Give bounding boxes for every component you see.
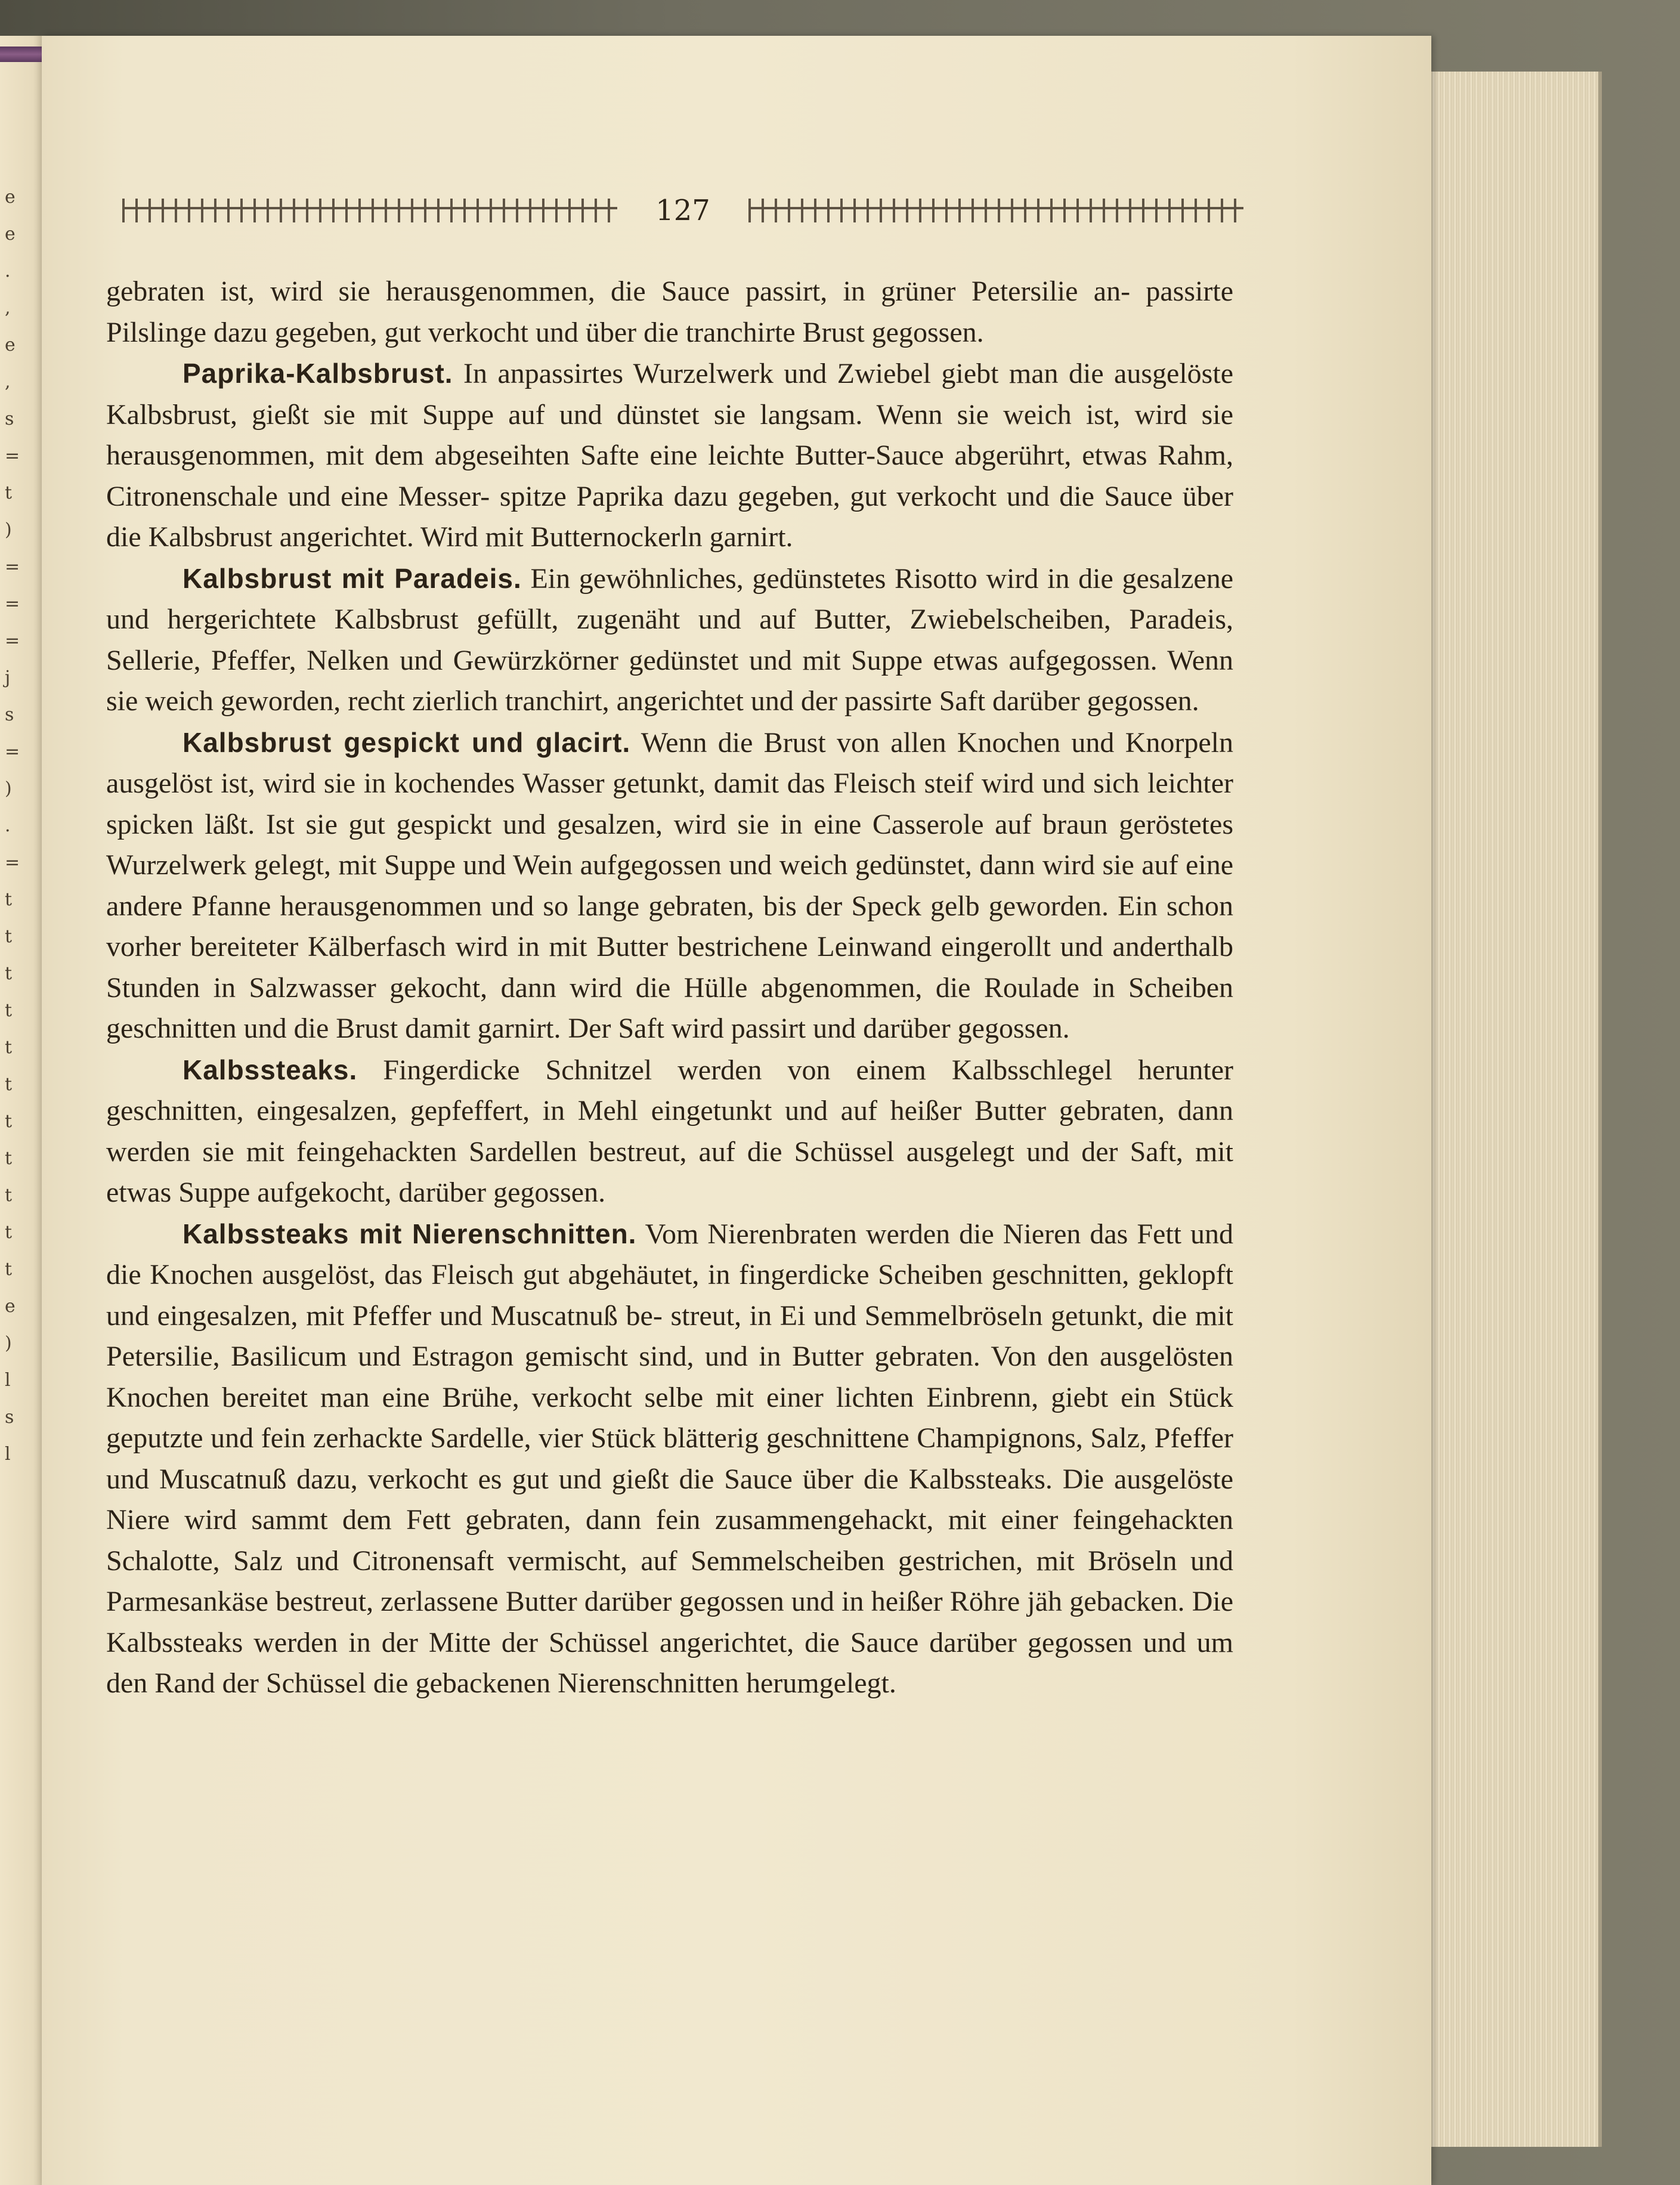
recipe-title: Kalbsbrust mit Paradeis. [182, 562, 522, 594]
left-edge-char: l [5, 1444, 11, 1465]
left-edge-char: t [5, 963, 13, 984]
left-edge-char: . [5, 261, 11, 281]
left-edge-char: = [5, 741, 20, 762]
recipe-text: In anpassirtes Wurzelwerk und Zwiebel giebt man die ausgelöste Kalbsbrust, gießt sie mit Suppe auf und dünstet sie langsam. Wenn sie weich ist, wird sie herausgenommen, mit dem abgeseihten Safte eine leichte Butter-Sauce abgerührt, etwas Rahm, Citronenschale und eine Messer- spitze Paprika dazu gegeben, gut verkocht und die Sauce über die Kalbsbrust angerichtet. Wird mit Butternockerln garnirt. [106, 358, 1234, 553]
recipe-text: Vom Nierenbraten werden die Nieren das Fett und die Knochen ausgelöst, das Fleisch gut abgehäutet, in fingerdicke Scheiben geschnitten, geklopft und eingesalzen, mit Pfeffer und Muscatnuß be- streut, in Ei und Semmelbröseln getunkt, die mit Petersilie, Basilicum und Estragon gemischt sind, und in Butter gebraten. Von den ausgelösten Knochen bereitet man eine Brühe, verkocht selbe mit einer lichten Einbrenn, giebt ein Stück geputzte und fein zerhackte Sardelle, vier Stück blätterig geschnittene Champignons, Salz, Pfeffer und Muscatnuß dazu, verkocht es gut und gießt die Sauce über die Kalbssteaks. Die ausgelöste Niere wird sammt dem Fett gebraten, dann fein zusammengehackt, mit einer feingehackten Schalotte, Salz und Citronensaft vermischt, auf Semmelscheiben gestrichen, mit Bröseln und Parmesankäse bestreut, zerlassene Butter darüber gegossen und in heißer Röhre jäh gebacken. Die Kalbssteaks werden in der Mitte der Schüssel angerichtet, die Sauce darüber gegossen und um den Rand der Schüssel die gebackenen Nierenschnitten herumgelegt. [106, 1218, 1233, 1699]
recipe-entry [106, 1214, 1233, 1704]
left-edge-char: e [5, 224, 16, 245]
page-block-edges [1419, 72, 1602, 2147]
left-edge-char: = [5, 593, 20, 614]
left-edge-char: t [5, 1148, 13, 1169]
recipe-entry [106, 353, 1233, 558]
left-edge-char: j [5, 667, 11, 688]
recipe-text: Ein gewöhnliches, gedünstetes Risotto wird in die gesalzene und hergerichtete Kalbsbrust gefüllt, zugenäht und auf Butter, Zwiebelscheiben, Paradeis, Sellerie, Pfeffer, Nelken und Gewürzkörner gedünstet und mit Suppe etwas aufgegossen. Wenn sie weich geworden, recht zierlich tranchirt, angerichtet und der passirte Saft darüber gegossen. [106, 562, 1234, 717]
left-edge-char: s [5, 704, 14, 725]
left-edge-char: t [5, 926, 13, 947]
recipe-title: Kalbsbrust gespickt und glacirt. [182, 726, 631, 758]
recipe-text-body [106, 271, 1233, 1704]
recipe-text: Fingerdicke Schnitzel werden von einem Kalbsschlegel herunter geschnitten, eingesalzen, gepfeffert, in Mehl eingetunkt und auf heißer Butter gebraten, dann werden sie mit feingehackten Sardellen bestreut, auf die Schüssel ausgelegt und der Saft, mit etwas Suppe aufgekocht, darüber gegossen. [106, 1054, 1234, 1208]
recipe-text: Wenn die Brust von allen Knochen und Knorpeln ausgelöst ist, wird sie in kochendes Wasser getunkt, damit das Fleisch steif wird und sich leichter spicken läßt. Ist sie gut gespickt und gesalzen, wird sie in eine Casserole auf braun geröstetes Wurzelwerk gelegt, mit Suppe und Wein aufgegossen und weich gedünstet, dann wird sie auf eine andere Pfanne herausgenommen und so lange gebraten, bis der Speck gelb geworden. Ein schon vorher bereiteter Kälberfasch wird in mit Butter bestrichene Leinwand eingerollt und anderthalb Stunden in Salzwasser gekocht, dann wird die Hülle abgenommen, die Roulade in Scheiben geschnitten und die Brust damit garnirt. Der Saft wird passirt und darüber gegossen. [106, 726, 1234, 1044]
left-edge-char: = [5, 630, 20, 651]
left-edge-char: = [5, 556, 20, 577]
left-edge-char: = [5, 445, 20, 466]
continued-paragraph: gebraten ist, wird sie herausgenommen, die Sauce passirt, in grüner Petersilie an- passirte Pilslinge dazu gegeben, gut verkocht und über die tranchirte Brust gegossen. [106, 276, 1233, 348]
left-edge-char: t [5, 1111, 13, 1132]
left-edge-char: l [5, 1370, 11, 1391]
recipe-title: Kalbssteaks mit Nierenschnitten. [182, 1218, 637, 1249]
left-edge-char: e [5, 187, 16, 208]
left-edge-char: s [5, 408, 14, 429]
header-ornament-right [748, 199, 1243, 222]
recipe-entry [106, 1050, 1233, 1214]
recipe-entry [106, 722, 1233, 1050]
recipe-title: Paprika-Kalbsbrust. [182, 358, 453, 389]
recipe-title: Kalbssteaks. [182, 1054, 358, 1085]
left-edge-char: = [5, 852, 20, 873]
left-edge-char: t [5, 889, 13, 910]
left-edge-char: t [5, 1037, 13, 1058]
left-edge-char: , [5, 372, 11, 392]
left-edge-char: t [5, 1074, 13, 1095]
left-edge-char: ) [5, 1333, 12, 1354]
page-header [122, 190, 1243, 231]
left-edge-char: t [5, 482, 13, 503]
left-edge-char: ) [5, 519, 12, 540]
left-edge-char: t [5, 1222, 13, 1243]
left-edge-char: . [5, 815, 11, 836]
header-ornament-left [122, 199, 617, 222]
page-number: 127 [655, 194, 710, 227]
left-edge-char: t [5, 1000, 13, 1021]
left-edge-char: e [5, 1296, 16, 1317]
left-edge-char: e [5, 335, 16, 355]
left-edge-char: t [5, 1185, 13, 1206]
left-edge-char: t [5, 1259, 13, 1280]
left-page-edge [0, 36, 48, 2185]
left-page-edge-characters [5, 179, 29, 2087]
left-edge-char: ) [5, 778, 12, 799]
left-edge-char: , [5, 298, 11, 318]
recipe-entry [106, 558, 1233, 722]
left-edge-char: s [5, 1407, 14, 1428]
